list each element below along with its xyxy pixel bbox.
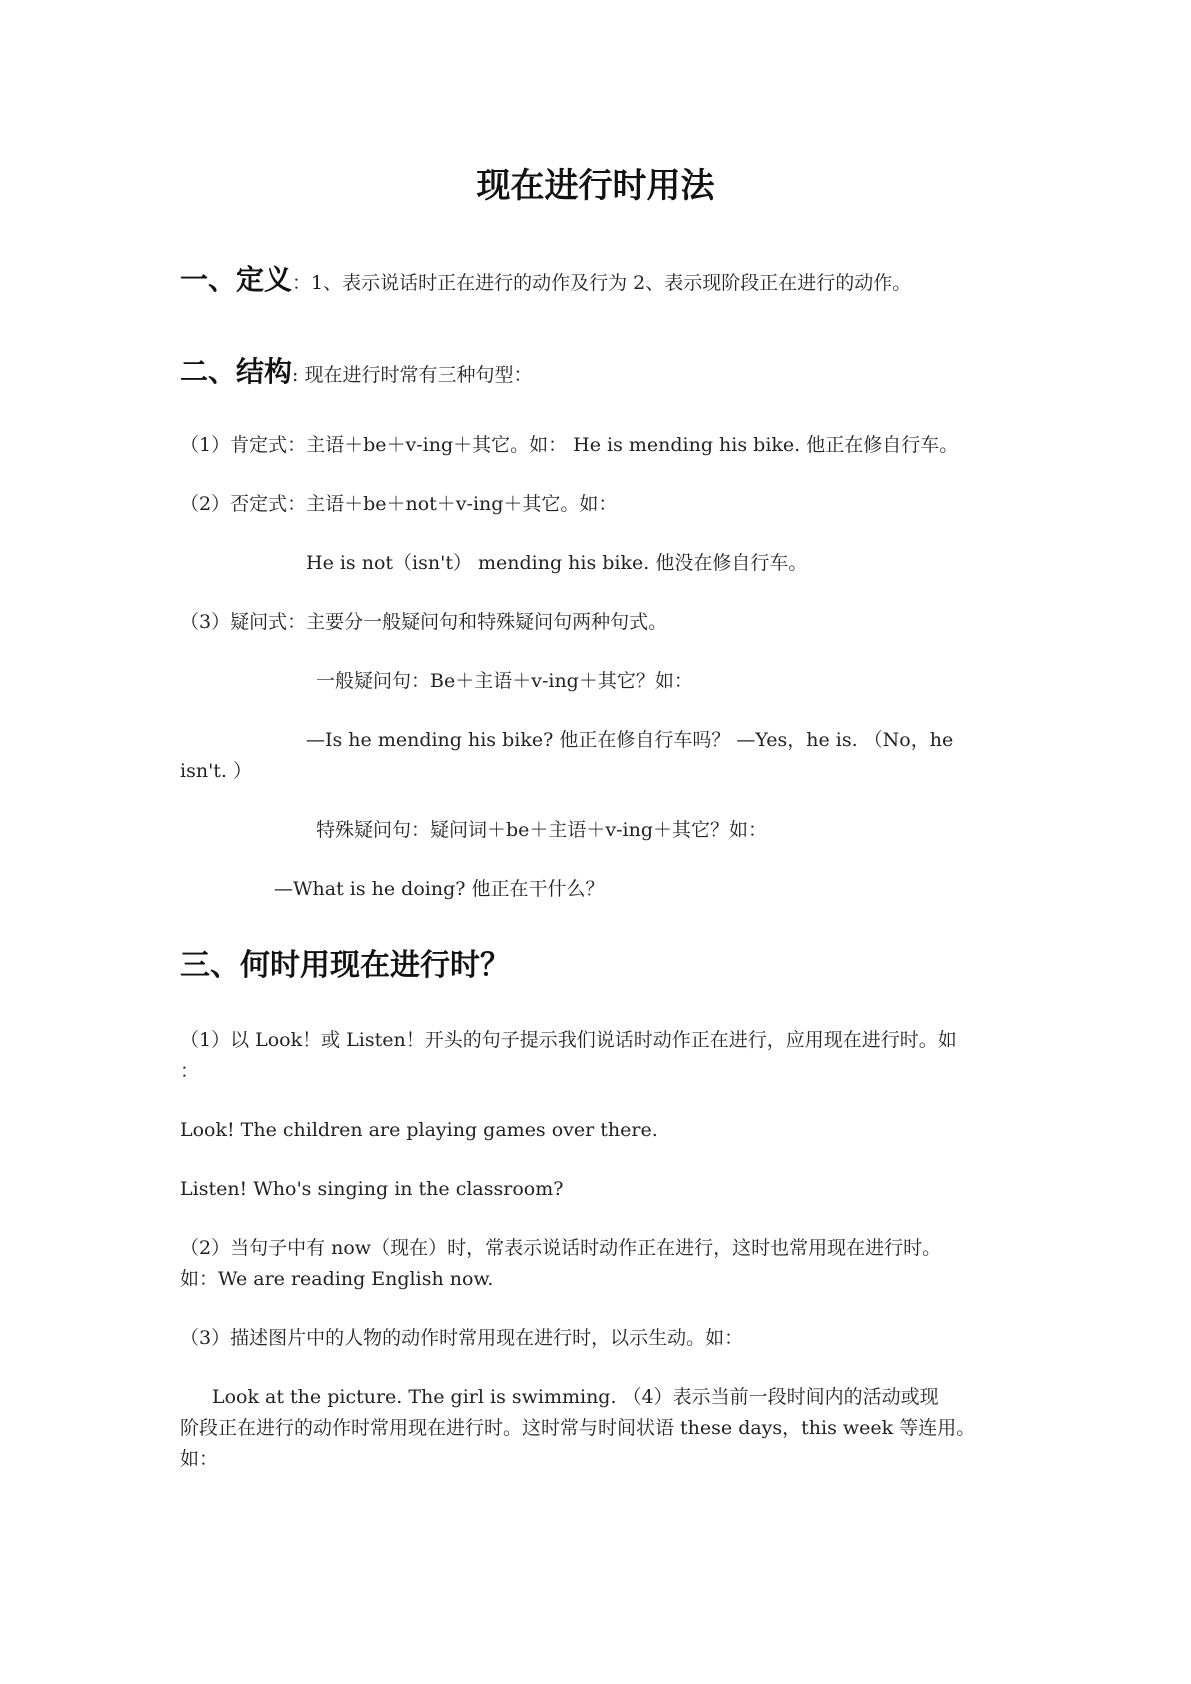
page-title: 现在进行时用法 (476, 166, 715, 206)
usage-4-line1: Look at the picture. The girl is swimming. （4）表示当前一段时间内的活动或现 (212, 1386, 939, 1408)
general-question-example: —Is he mending his bike? 他正在修自行车吗？ —Yes，he is. （No，he (306, 729, 954, 751)
general-question-rule: 一般疑问句：Be＋主语＋v-ing＋其它？如： (316, 670, 693, 692)
listen-example: Listen! Who's singing in the classroom? (180, 1178, 564, 1200)
negative-form: （2）否定式：主语＋be＋not＋v-ing＋其它。如： (180, 493, 618, 515)
special-question-rule: 特殊疑问句：疑问词＋be＋主语＋v-ing＋其它？如： (316, 819, 768, 841)
usage-3: （3）描述图片中的人物的动作时常用现在进行时，以示生动。如： (180, 1327, 744, 1349)
section1-text: ：1、表示说话时正在进行的动作及行为 2、表示现阶段正在进行的动作。 (292, 272, 912, 294)
section2-heading: 二、结构 (180, 355, 293, 388)
affirmative-form: （1）肯定式：主语＋be＋v-ing＋其它。如： He is mending his bike. 他正在修自行车。 (180, 434, 959, 456)
general-question-example-cont: isn't. ） (180, 760, 253, 782)
usage-4-line3: 如： (180, 1448, 219, 1470)
section2-text: : 现在进行时常有三种句型： (292, 364, 533, 386)
usage-4-line2: 阶段正在进行的动作时常用现在进行时。这时常与时间状语 these days，this week 等连用。 (180, 1417, 976, 1439)
usage-2-example: 如：We are reading English now. (180, 1268, 494, 1290)
usage-2: （2）当句子中有 now（现在）时，常表示说话时动作正在进行，这时也常用现在进行时。 (180, 1237, 942, 1259)
interrogative-form: （3）疑问式：主要分一般疑问句和特殊疑问句两种句式。 (180, 611, 668, 633)
usage-1: （1）以 Look！或 Listen！开头的句子提示我们说话时动作正在进行，应用现在进行时。如 (180, 1029, 957, 1051)
section3-heading: 三、何时用现在进行时？ (180, 948, 510, 983)
look-example: Look! The children are playing games over there. (180, 1119, 658, 1141)
section1-heading: 一、定义 (180, 263, 293, 296)
usage-1-cont: ： (180, 1060, 200, 1082)
special-question-example: —What is he doing? 他正在干什么？ (274, 878, 605, 900)
negative-example: He is not（isn't） mending his bike. 他没在修自行车。 (306, 552, 808, 574)
section2-structure (180, 356, 532, 391)
section1-definition (180, 264, 911, 299)
